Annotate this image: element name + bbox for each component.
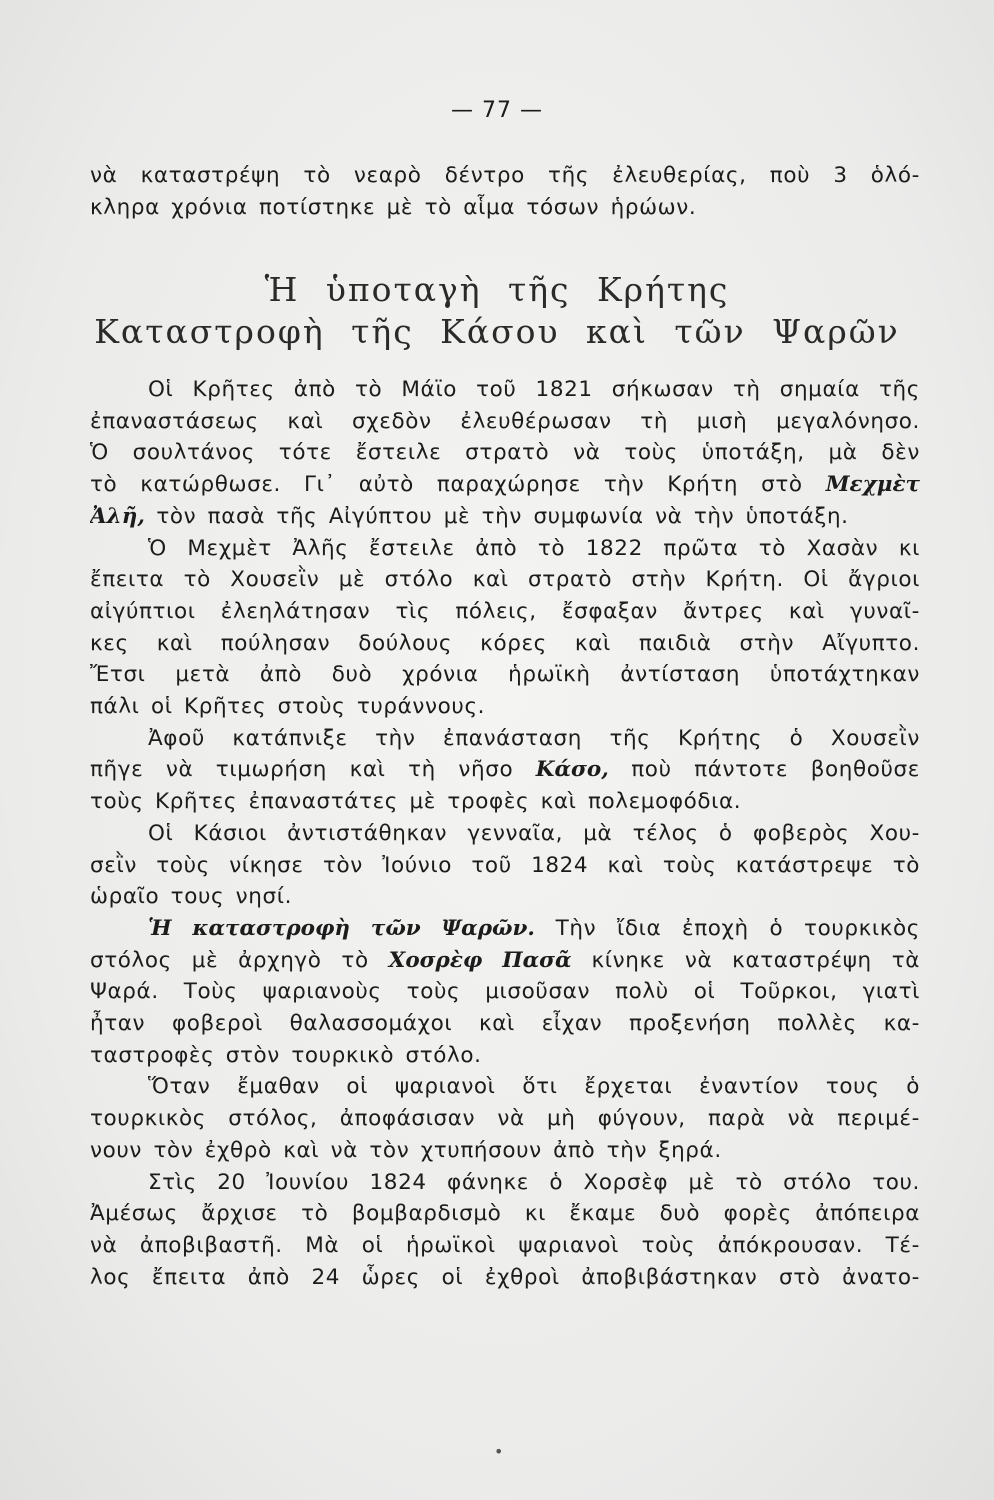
text-line [90, 913, 920, 945]
text-line: λος ἔπειτα ἀπὸ 24 ὧρες οἱ ἐχθροὶ ἀποβιβάστηκαν στὸ ἀνατο- [90, 1264, 920, 1290]
page-number: — 77 — [451, 98, 543, 123]
text-line: Οἱ Κάσιοι ἀντιστάθηκαν γενναῖα, μὰ τέλος ὁ φοβερὸς Χου- [148, 820, 920, 846]
text-line: νὰ ἀποβιβαστῆ. Μὰ οἱ ἡρωϊκοὶ ψαριανοὶ τοὺς ἀπόκρουσαν. Τέ- [90, 1232, 920, 1258]
text-line: σεῒν τοὺς νίκησε τὸν Ἰούνιο τοῦ 1824 καὶ τοὺς κατάστρεψε τὸ [90, 852, 920, 878]
text-line: πάλι οἱ Κρῆτες στοὺς τυράννους. [90, 694, 486, 720]
text-run: κίνηκε νὰ καταστρέψη τὰ [591, 947, 920, 973]
text-line [90, 501, 920, 533]
intro-paragraph [90, 160, 920, 223]
text-line: νουν τὸν ἐχθρὸ καὶ νὰ τὸν χτυπήσουν ἀπὸ τὴν ξηρά. [90, 1137, 722, 1163]
text-line: ὡραῖο τους νησί. [90, 884, 293, 910]
body-text [90, 374, 920, 1293]
text-run: πῆγε νὰ τιμωρήση καὶ τὴ νῆσο [90, 757, 514, 783]
text-run: τὸ κατώρθωσε. Γι᾿ αὐτὸ παραχώρησε τὴν Κρήτη στὸ [90, 472, 803, 498]
text-line [90, 469, 920, 501]
italic-name: Μεχμὲτ [825, 472, 920, 498]
text-line: αἰγύπτιοι ἐλεηλάτησαν τὶς πόλεις, ἔσφαξαν ἄντρες καὶ γυναῖ- [90, 598, 920, 624]
text-line: κληρα χρόνια ποτίστηκε μὲ τὸ αἷμα τόσων ἡρώων. [90, 194, 697, 220]
text-run: Τὴν ἴδια ἐποχὴ ὁ τουρκικὸς [555, 915, 920, 941]
text-line: νὰ καταστρέψη τὸ νεαρὸ δέντρο τῆς ἐλευθερίας, ποὺ 3 ὁλό- [90, 163, 920, 188]
italic-name: Ἀλῆ, [90, 503, 145, 529]
text-line: Ἀφοῦ κατάπνιξε τὴν ἐπανάσταση τῆς Κρήτης ὁ Χουσεῒν [148, 725, 920, 751]
section-heading-line1: Ἡ ὑποταγὴ τῆς Κρήτης [264, 270, 730, 309]
text-line: Ψαρά. Τοὺς ψαριανοὺς τοὺς μισοῦσαν πολὺ οἱ Τοῦρκοι, γιατὶ [90, 979, 920, 1005]
text-line: τοὺς Κρῆτες ἐπαναστάτες μὲ τροφὲς καὶ πολεμοφόδια. [90, 789, 742, 815]
text-line: Ὁ Μεχμὲτ Ἀλῆς ἔστειλε ἀπὸ τὸ 1822 πρῶτα τὸ Χασὰν κι [148, 535, 920, 561]
text-line: ἔπειτα τὸ Χουσεῒν μὲ στόλο καὶ στρατὸ στὴν Κρήτη. Οἱ ἄγριοι [90, 567, 920, 593]
text-line: τουρκικὸς στόλος, ἀποφάσισαν νὰ μὴ φύγουν, παρὰ νὰ περιμέ- [90, 1106, 920, 1132]
text-line: Στὶς 20 Ἰουνίου 1824 φάνηκε ὁ Χορσὲφ μὲ τὸ στόλο του. [148, 1169, 920, 1195]
text-line: Οἱ Κρῆτες ἀπὸ τὸ Μάϊο τοῦ 1821 σήκωσαν τὴ σημαία τῆς [148, 377, 920, 402]
italic-name: Κάσο, [535, 757, 609, 783]
text-line [90, 945, 920, 977]
text-line [90, 754, 920, 786]
section-heading-line2: Καταστροφὴ τῆς Κάσου καὶ τῶν Ψαρῶν [94, 312, 900, 351]
text-line: ἦταν φοβεροὶ θαλασσομάχοι καὶ εἶχαν προξενήση πολλὲς κα- [90, 1011, 920, 1037]
italic-subheading: Ἡ καταστροφὴ τῶν Ψαρῶν. [148, 915, 535, 941]
text-line: ταστροφὲς στὸν τουρκικὸ στόλο. [90, 1042, 482, 1068]
text-line: Ὁ σουλτάνος τότε ἔστειλε στρατὸ νὰ τοὺς ὑποτάξη, μὰ δὲν [90, 440, 920, 466]
text-line: κες καὶ πούλησαν δούλους κόρες καὶ παιδιὰ στὴν Αἴγυπτο. [90, 630, 920, 656]
text-line: Ἀμέσως ἄρχισε τὸ βομβαρδισμὸ κι ἔκαμε δυὸ φορὲς ἀπόπειρα [90, 1201, 920, 1227]
text-run: στόλος μὲ ἀρχηγὸ τὸ [90, 947, 369, 973]
text-line: Ὅταν ἔμαθαν οἱ ψαριανοὶ ὅτι ἔρχεται ἐναντίον τους ὁ [148, 1074, 920, 1100]
paper-speck: • [494, 1442, 504, 1461]
text-run: τὸν πασὰ τῆς Αἰγύπτου μὲ τὴν συμφωνία νὰ τὴν ὑποτάξη. [156, 503, 849, 529]
text-run: ποὺ πάντοτε βοηθοῦσε [631, 757, 920, 783]
text-line: ἐπαναστάσεως καὶ σχεδὸν ἐλευθέρωσαν τὴ μισὴ μεγαλόνησο. [90, 408, 920, 434]
italic-name: Χοσρὲφ Πασᾶ [388, 947, 572, 973]
text-line: Ἔτσι μετὰ ἀπὸ δυὸ χρόνια ἡρωϊκὴ ἀντίσταση ὑποτάχτηκαν [90, 662, 920, 688]
